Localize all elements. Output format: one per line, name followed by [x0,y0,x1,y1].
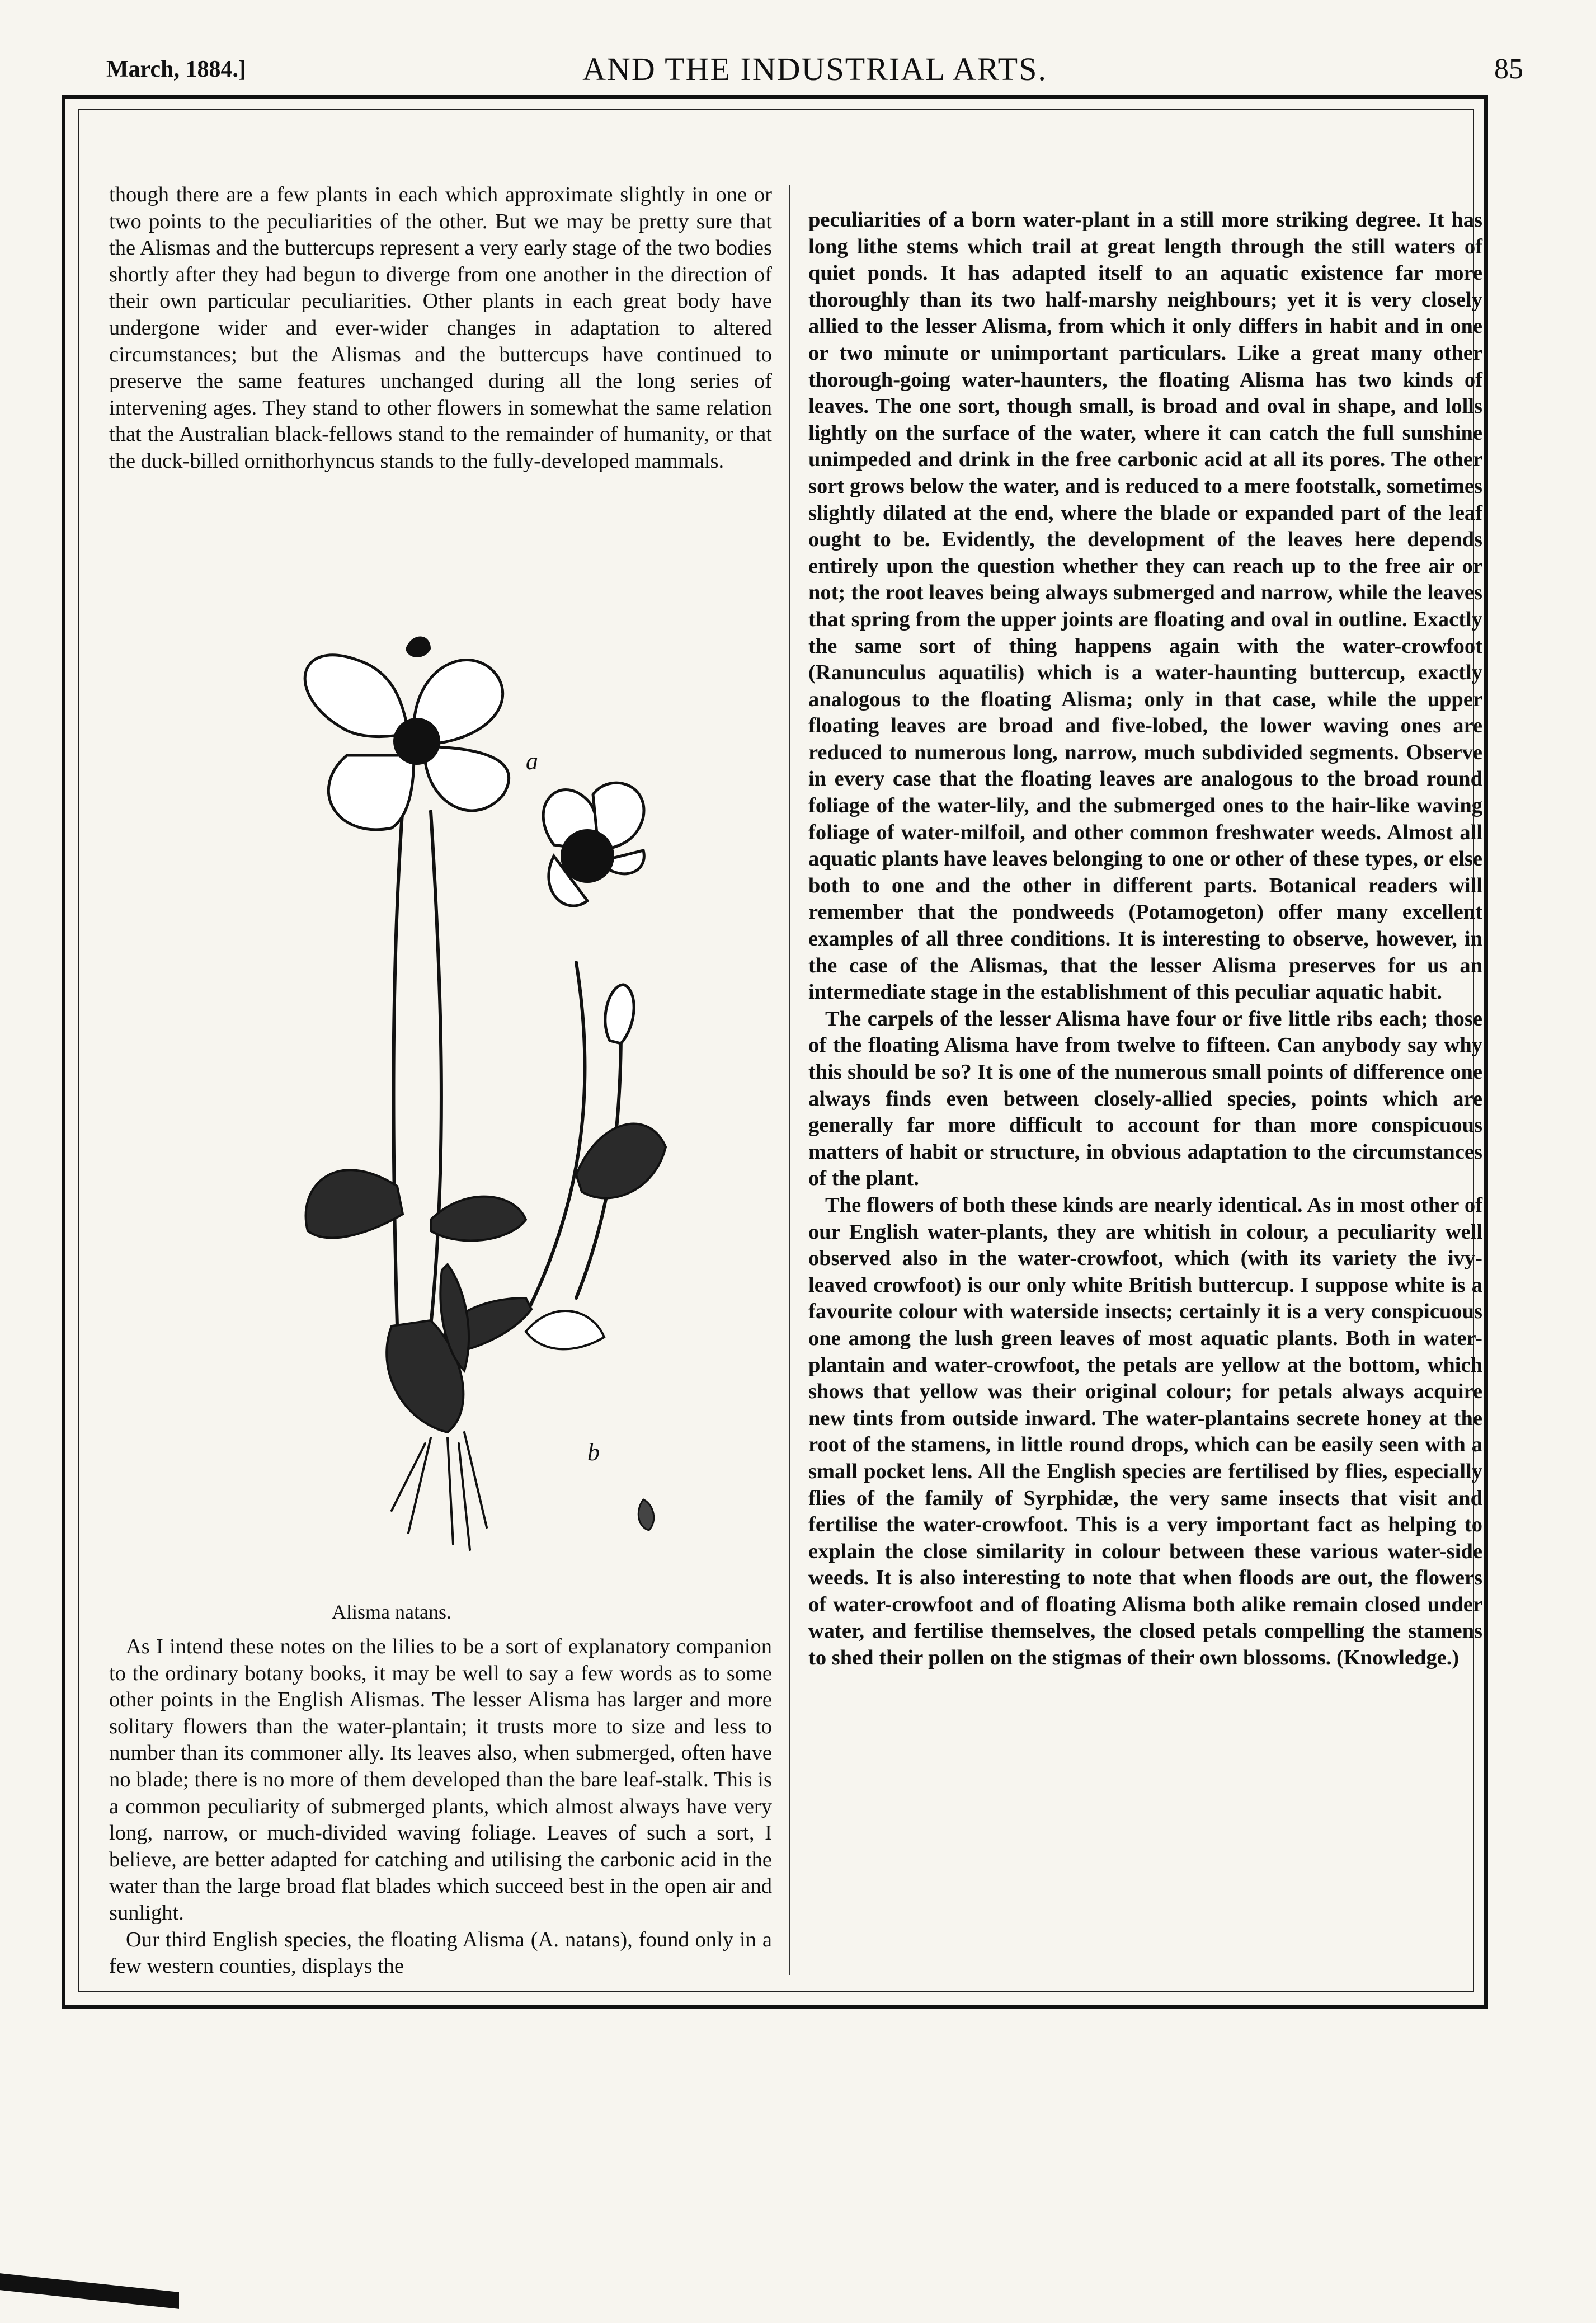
page-header [84,45,1546,95]
paragraph: The carpels of the lesser Alisma have four or five little ribs each; those of the floating Alisma have from twelve to fifteen. Can anybody say why this should be so? It is one of the numerous small points of difference one always finds even between closely-allied species, points which are generally far more difficult to account for than more conspicuous matters of habit or structure, in obvious adaptation to the circumstances of the plant. [808,1007,1482,1191]
figure-label-b: b [587,1438,600,1466]
left-column-top [109,182,772,475]
paragraph: though there are a few plants in each which approximate slightly in one or two points to the peculiarities of the other. But we may be pretty sure that the Alismas and the buttercups represent a very early stage of the two bodies shortly after they had begun to diverge from one another in the direction of their own particular peculiarities. Other plants in each great body have undergone wider and ever-wider changes in adaptation to altered circumstances; but the Alismas and the buttercups have continued to preserve the same features unchanged during all the long series of intervening ages. They stand to other flowers in somewhat the same relation that the Australian black-fellows stand to the remainder of humanity, or that the duck-billed ornithorhyncus stands to the fully-developed mammals. [109,183,772,473]
alisma-natans-illustration [263,627,688,1578]
paragraph: As I intend these notes on the lilies to be a sort of explanatory companion to the ordinary botany books, it may be well to say a few words as to some other points in the English Alismas. The lesser Alisma has larger and more solitary flowers than the water-plantain; it trusts more to size and less to number than its commoner ally. Its leaves also, when submerged, often have no blade; there is no more of them developed than the bare leaf-stalk. This is a common peculiarity of submerged plants, which almost always have very long, narrow, or much-divided waving foliage. Leaves of such a sort, I believe, are better adapted for catching and utilising the carbonic acid in the water than the large broad flat blades which succeed best in the open air and sunlight. [109,1635,772,1925]
figure-caption: Alisma natans. [332,1601,451,1623]
paragraph: Our third English species, the floating Alisma (A. natans), found only in a few western counties, displays the [109,1927,772,1978]
page-number: 85 [1494,53,1523,85]
figure-label-a: a [526,747,538,775]
header-date: March, 1884.] [106,57,247,82]
paragraph: peculiarities of a born water-plant in a still more striking degree. It has long lithe stems which trail at great length through the still waters of quiet ponds. It has adapted itself to an aquatic existence far more thoroughly than its two half-marshy neighbours; yet it is very closely allied to the lesser Alisma, from which it only differs in habit and in one or two minute or unimportant particulars. Like a great many other thorough-going water-haunters, the floating Alisma has two kinds of leaves. The one sort, though small, is broad and oval in shape, and lolls lightly on the surface of the water, where it can catch the full sunshine unimpeded and drink in the free carbonic acid at all its pores. The other sort grows below the water, and is reduced to a mere footstalk, sometimes slightly dilated at the end, where the blade or expanded part of the leaf ought to be. Evidently, the development of the leaves here depends entirely upon the question whether they can reach up to the free air or not; the root leaves being always submerged and narrow, while the leaves that spring from the upper joints are floating and oval in outline. Exactly the same sort of thing happens again with the water-crowfoot (Ranunculus aquatilis) which is a water-haunting buttercup, exactly analogous to the floating Alisma; only in that case, while the upper floating leaves are broad and five-lobed, the lower waving ones are reduced to numerous long, narrow, much subdivided segments. Observe in every case that the floating leaves are analogous to the broad round foliage of the water-lily, and the submerged ones to the hair-like waving foliage of water-milfoil, and other common freshwater weeds. Almost all aquatic plants have leaves belonging to one or other of these types, or else both to one and the other in different parts. Botanical readers will remember that the pondweeds (Potamogeton) offer many excellent examples of all three conditions. It is interesting to observe, however, in the case of the Alismas, that the lesser Alisma preserves for us an intermediate stage in the establishment of this peculiar aquatic habit. [808,208,1482,1004]
column-divider [789,185,790,1975]
scan-edge-mark [0,2273,179,2309]
paragraph: The flowers of both these kinds are nearly identical. As in most other of our English water-plants, they are whitish in colour, a peculiarity well observed also in the water-crowfoot, which (with its variety the ivy-leaved crowfoot) is our only white British buttercup. I suppose white is a favourite colour with waterside insects; certainly it is a very conspicuous one among the lush green leaves of most aquatic plants. Both in water-plantain and water-crowfoot, the petals are yellow at the bottom, which shows that yellow was their original colour; for petals always acquire new tints from outside inward. The water-plantains secrete honey at the root of the stamens, in little round drops, which can be easily seen with a small pocket lens. All the English species are fertilised by flies, especially flies of the family of Syrphidæ, the very same insects that visit and fertilise the water-crowfoot. This is a very important fact as helping to explain the close similarity in colour between these various water-side weeds. It is also interesting to note that when floods are out, the flowers of water-crowfoot and of floating Alisma both alike remain closed under water, and fertilise themselves, the closed petals compelling the stamens to shed their pollen on the stigmas of their own blossoms. (Knowledge.) [808,1193,1482,1670]
header-title: AND THE INDUSTRIAL ARTS. [582,51,1047,87]
left-column-bottom [109,1634,772,1980]
right-column [808,207,1482,1672]
